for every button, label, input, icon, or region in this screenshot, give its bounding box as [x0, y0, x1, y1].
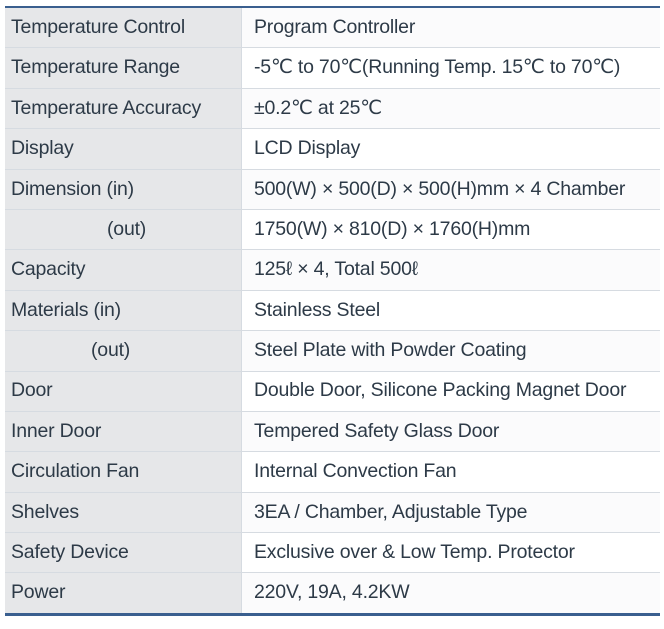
- spec-label: Safety Device: [5, 533, 242, 573]
- spec-row-temperature-accuracy: [5, 88, 660, 128]
- spec-row-power: [5, 573, 660, 614]
- spec-row-shelves: [5, 492, 660, 532]
- spec-value: Stainless Steel: [242, 290, 661, 330]
- spec-label: (out): [5, 331, 242, 371]
- spec-label: Power: [5, 573, 242, 614]
- spec-label: Shelves: [5, 492, 242, 532]
- spec-row-safety-device: [5, 533, 660, 573]
- spec-value: 1750(W) × 810(D) × 1760(H)mm: [242, 209, 661, 249]
- spec-row-display: [5, 129, 660, 169]
- spec-label: Inner Door: [5, 411, 242, 451]
- spec-value: 220V, 19A, 4.2KW: [242, 573, 661, 614]
- spec-row-materials-in: [5, 290, 660, 330]
- spec-value: ±0.2℃ at 25℃: [242, 88, 661, 128]
- spec-value: Internal Convection Fan: [242, 452, 661, 492]
- spec-row-circulation-fan: [5, 452, 660, 492]
- spec-row-dimension-out: [5, 209, 660, 249]
- spec-row-temperature-range: [5, 48, 660, 88]
- spec-label: Temperature Range: [5, 48, 242, 88]
- spec-label: Door: [5, 371, 242, 411]
- spec-table: [5, 6, 660, 616]
- spec-row-inner-door: [5, 411, 660, 451]
- spec-label: Circulation Fan: [5, 452, 242, 492]
- spec-value: 3EA / Chamber, Adjustable Type: [242, 492, 661, 532]
- spec-label: Temperature Accuracy: [5, 88, 242, 128]
- spec-value: Double Door, Silicone Packing Magnet Door: [242, 371, 661, 411]
- spec-label: Temperature Control: [5, 7, 242, 48]
- spec-value: 500(W) × 500(D) × 500(H)mm × 4 Chamber: [242, 169, 661, 209]
- spec-row-temperature-control: [5, 7, 660, 48]
- spec-row-capacity: [5, 250, 660, 290]
- spec-value: 125ℓ × 4, Total 500ℓ: [242, 250, 661, 290]
- spec-value: -5℃ to 70℃(Running Temp. 15℃ to 70℃): [242, 48, 661, 88]
- spec-value: Program Controller: [242, 7, 661, 48]
- spec-row-door: [5, 371, 660, 411]
- spec-label: Dimension (in): [5, 169, 242, 209]
- spec-value: LCD Display: [242, 129, 661, 169]
- spec-row-dimension-in: [5, 169, 660, 209]
- spec-value: Tempered Safety Glass Door: [242, 411, 661, 451]
- spec-value: Steel Plate with Powder Coating: [242, 331, 661, 371]
- spec-row-materials-out: [5, 331, 660, 371]
- spec-label: Capacity: [5, 250, 242, 290]
- spec-label: Display: [5, 129, 242, 169]
- spec-label: Materials (in): [5, 290, 242, 330]
- spec-value: Exclusive over & Low Temp. Protector: [242, 533, 661, 573]
- spec-label: (out): [5, 209, 242, 249]
